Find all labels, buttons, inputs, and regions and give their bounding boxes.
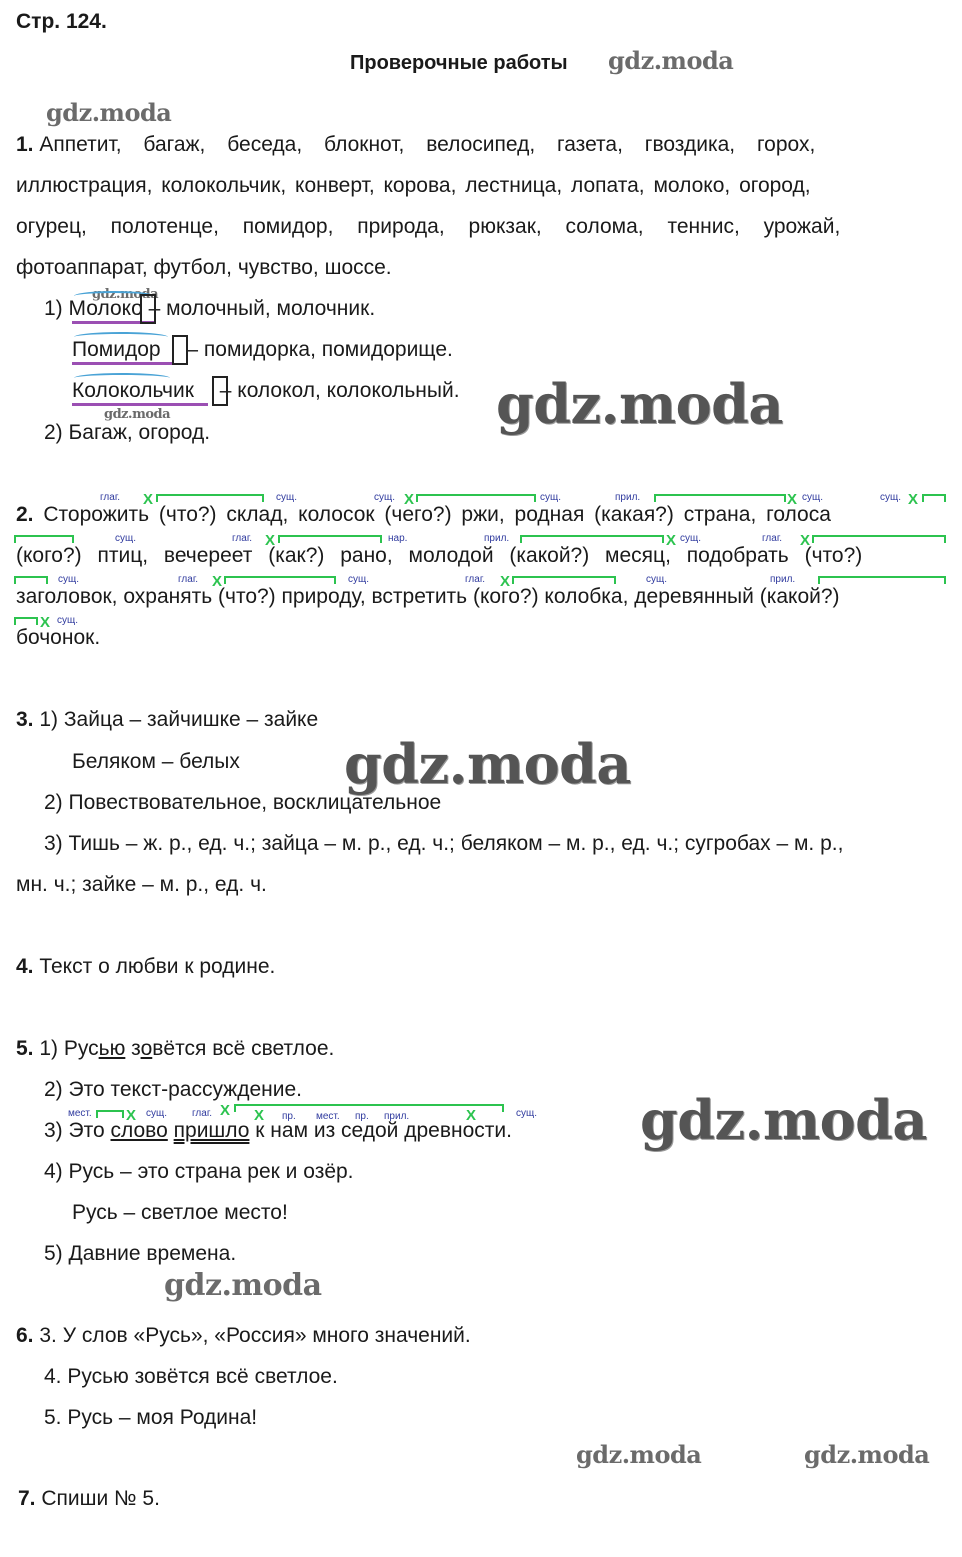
task5-line1 — [16, 1038, 334, 1059]
task-number: 2. — [16, 503, 34, 526]
word-relatives: – помидорка, помидорище. — [186, 338, 453, 361]
watermark: gdz.moda — [92, 287, 159, 302]
stem-underline — [72, 403, 208, 406]
link-bracket — [226, 576, 334, 578]
task-number: 1. — [16, 133, 34, 156]
task3-line2: 2) Повествовательное, восклицательное — [44, 791, 442, 814]
sub-number: 1) — [44, 297, 63, 320]
cross-mark: X — [404, 491, 415, 508]
pos-tag-noun: сущ. — [880, 492, 902, 503]
task3-line3: 3) Тишь – ж. р., ед. ч.; зайца – м. р., ед. ч.; беляком – м. р., ед. ч.; сугробах – м. р., — [44, 832, 844, 855]
link-bracket — [514, 576, 614, 578]
task1-line2: иллюстрация, колокольчик, конверт, корова, лестница, лопата, молоко, огород, — [16, 174, 811, 197]
pos-tag-prep: пр. — [282, 1111, 296, 1122]
task-number: 6. — [16, 1324, 34, 1347]
task3-line1 — [16, 709, 318, 730]
link-bracket — [236, 1104, 502, 1106]
pos-tag-noun: сущ. — [146, 1108, 168, 1119]
link-bracket — [158, 494, 262, 496]
watermark: gdz.moda — [344, 732, 631, 796]
watermark: gdz.moda — [640, 1088, 927, 1152]
link-bracket — [924, 494, 944, 496]
task5-line2: 2) Это текст-рассуждение. — [44, 1078, 303, 1101]
pos-tag-verb: глаг. — [178, 574, 199, 585]
task6-line3: 5. Русь – моя Родина! — [44, 1406, 258, 1429]
link-bracket — [16, 576, 46, 578]
pos-tag-verb: глаг. — [100, 492, 121, 503]
cross-mark: X — [800, 532, 811, 549]
pos-tag-noun: сущ. — [115, 533, 137, 544]
pos-tag-adj: прил. — [384, 1111, 410, 1122]
pos-tag-noun: сущ. — [516, 1108, 538, 1119]
word-relatives: – молочный, молочник. — [148, 297, 376, 320]
task-number: 7. — [18, 1487, 36, 1510]
task-text: Спиши № 5. — [41, 1487, 160, 1510]
pos-tag-noun: сущ. — [680, 533, 702, 544]
word-eto: Это — [68, 1119, 105, 1142]
task1-sub2: 2) Багаж, огород. — [44, 421, 211, 444]
pos-tag-verb: глаг. — [232, 533, 253, 544]
word-subject: слово — [110, 1119, 168, 1142]
root-arc — [74, 373, 170, 383]
link-bracket — [820, 576, 944, 578]
task1-line1 — [16, 134, 815, 155]
word-pomidor: Помидор — [72, 338, 161, 361]
pos-tag-noun: сущ. — [802, 492, 824, 503]
pos-tag-pron: мест. — [316, 1111, 340, 1122]
task1-line3: огурец, полотенце, помидор, природа, рюкзак, солома, теннис, урожай, — [16, 215, 841, 238]
word-kolokolchik: Колокольчик — [72, 379, 194, 402]
watermark: gdz.moda — [496, 372, 783, 436]
task1-line4: фотоаппарат, футбол, чувство, шоссе. — [16, 256, 392, 279]
cross-mark: X — [126, 1107, 137, 1124]
link-bracket — [16, 617, 36, 619]
word-relatives: – колокол, колокольный. — [219, 379, 460, 402]
text: 1) Рус — [39, 1037, 99, 1060]
pos-tag-adv: нар. — [388, 533, 408, 544]
text: ью — [98, 1037, 126, 1060]
pos-tag-adj: прил. — [770, 574, 796, 585]
task5-line4b: Русь – светлое место! — [72, 1201, 288, 1224]
task5-line4: 4) Русь – это страна рек и озёр. — [44, 1160, 354, 1183]
cross-mark: X — [40, 614, 51, 631]
task1-w3 — [72, 380, 460, 401]
cross-mark: X — [908, 491, 919, 508]
link-bracket — [814, 535, 944, 537]
link-bracket — [418, 494, 534, 496]
pos-tag-noun: сущ. — [58, 574, 80, 585]
pos-tag-adj: прил. — [615, 492, 641, 503]
cross-mark: X — [500, 573, 511, 590]
pos-tag-verb: глаг. — [762, 533, 783, 544]
section-title: Проверочные работы — [350, 52, 568, 74]
pos-tag-noun: сущ. — [374, 492, 396, 503]
task-text: 3. У слов «Русь», «Россия» много значений. — [39, 1324, 471, 1347]
ending-box — [212, 376, 228, 406]
link-bracket — [656, 494, 784, 496]
cross-mark: X — [254, 1107, 265, 1124]
task7-line — [18, 1488, 160, 1509]
page-header: Стр. 124. — [16, 10, 107, 33]
pos-tag-noun: сущ. — [348, 574, 370, 585]
task2-line1 — [16, 504, 831, 525]
link-bracket — [280, 535, 380, 537]
text: з — [125, 1037, 141, 1060]
pos-tag-noun: сущ. — [57, 615, 79, 626]
link-bracket — [522, 535, 662, 537]
word-moloko: Молоко — [68, 297, 143, 320]
pos-tag-noun: сущ. — [646, 574, 668, 585]
watermark: gdz.moda — [804, 1440, 930, 1469]
link-bracket — [16, 535, 72, 537]
task3-line1b: Беляком – белых — [72, 750, 240, 773]
task6-line2: 4. Русью зовётся всё светлое. — [44, 1365, 338, 1388]
pos-tag-noun: сущ. — [540, 492, 562, 503]
stem-underline — [72, 362, 172, 365]
task6-line1 — [16, 1325, 471, 1346]
cross-mark: X — [265, 532, 276, 549]
task3-line3b: мн. ч.; зайке – м. р., ед. ч. — [16, 873, 267, 896]
cross-mark: X — [212, 573, 223, 590]
watermark: gdz.moda — [46, 98, 172, 127]
ending-box — [172, 335, 188, 365]
pos-tag-adj: прил. — [484, 533, 510, 544]
task2-line4: бочонок. — [16, 626, 101, 649]
link-bracket — [98, 1110, 122, 1112]
cross-mark: X — [787, 491, 798, 508]
task-number: 4. — [16, 955, 34, 978]
task-text: 1) Зайца – зайчишке – зайке — [39, 708, 319, 731]
task1-w2 — [72, 339, 453, 360]
task2-line3: заголовок, охранять (что?) природу, встретить (кого?) колобка, деревянный (какой?) — [16, 585, 840, 608]
watermark: gdz.moda — [608, 46, 734, 75]
text: вётся всё светлое. — [152, 1037, 335, 1060]
watermark: gdz.moda — [104, 407, 171, 422]
cross-mark: X — [466, 1107, 477, 1124]
task2-line2: (кого?) птиц, вечереет (как?) рано, молодой (какой?) месяц, подобрать (что?) — [16, 544, 863, 567]
text: о — [140, 1037, 153, 1060]
word-predicate: пришло — [173, 1119, 250, 1142]
task5-line3 — [44, 1120, 512, 1141]
pos-tag-pron: мест. — [68, 1108, 92, 1119]
pos-tag-verb: глаг. — [192, 1108, 213, 1119]
task1-sub1 — [44, 298, 375, 319]
task-text: Текст о любви к родине. — [39, 955, 276, 978]
pos-tag-prep: пр. — [355, 1111, 369, 1122]
text: к нам из седой древности. — [249, 1119, 512, 1142]
watermark: gdz.moda — [576, 1440, 702, 1469]
task-number: 3. — [16, 708, 34, 731]
task-text: Аппетит, багаж, беседа, блокнот, велосипед, газета, гвоздика, горох, — [39, 133, 816, 156]
root-arc — [74, 332, 168, 342]
task4-line — [16, 956, 275, 977]
task-number: 5. — [16, 1037, 34, 1060]
pos-tag-noun: сущ. — [276, 492, 298, 503]
cross-mark: X — [220, 1102, 231, 1119]
cross-mark: X — [143, 491, 154, 508]
pos-tag-verb: глаг. — [465, 574, 486, 585]
cross-mark: X — [666, 532, 677, 549]
ending-box — [140, 294, 156, 324]
watermark: gdz.moda — [164, 1268, 322, 1303]
task-text: Сторожить (что?) склад, колосок (чего?) ржи, родная (какая?) страна, голоса — [43, 503, 831, 526]
text: 3) — [44, 1119, 69, 1142]
task5-line5: 5) Давние времена. — [44, 1242, 237, 1265]
